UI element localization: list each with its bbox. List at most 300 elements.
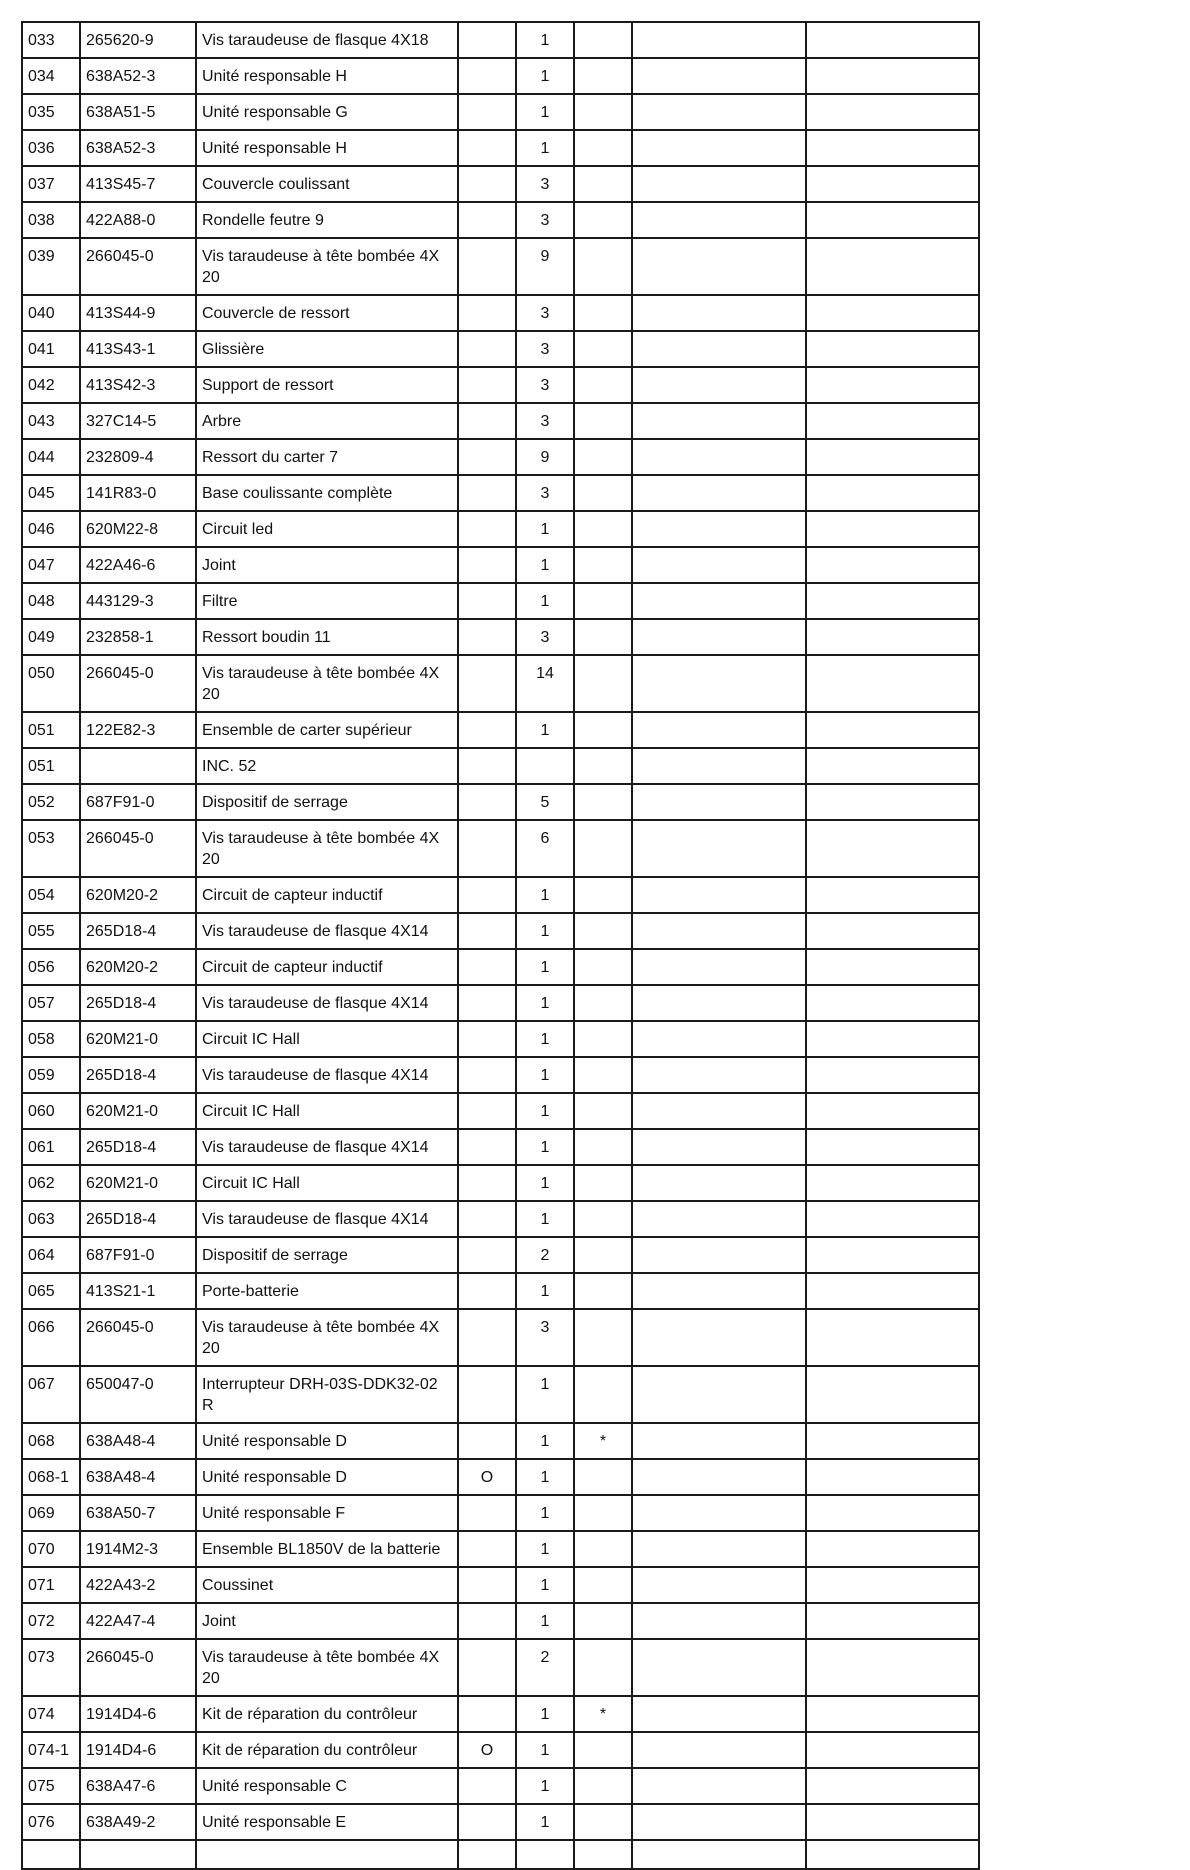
- note-mark-cell: [574, 913, 632, 949]
- blank-cell: [632, 202, 806, 238]
- description-cell: Ressort du carter 7: [196, 439, 458, 475]
- blank-cell: [806, 547, 979, 583]
- quantity-cell: 3: [516, 331, 574, 367]
- blank-cell: [632, 1567, 806, 1603]
- description-cell: Vis taraudeuse de flasque 4X14: [196, 1057, 458, 1093]
- part-reference-cell: 413S43-1: [80, 331, 196, 367]
- option-cell: O: [458, 1732, 516, 1768]
- blank-cell: [806, 655, 979, 712]
- table-row: [22, 655, 979, 712]
- blank-cell: [806, 1057, 979, 1093]
- quantity-cell: 1: [516, 712, 574, 748]
- item-number-cell: 059: [22, 1057, 80, 1093]
- item-number-cell: 043: [22, 403, 80, 439]
- part-reference-cell: 422A46-6: [80, 547, 196, 583]
- blank-cell: [806, 1696, 979, 1732]
- blank-cell: [516, 1840, 574, 1869]
- description-cell: Unité responsable C: [196, 1768, 458, 1804]
- part-reference-cell: 1914M2-3: [80, 1531, 196, 1567]
- note-mark-cell: [574, 1768, 632, 1804]
- blank-cell: [632, 1804, 806, 1840]
- blank-cell: [632, 1021, 806, 1057]
- item-number-cell: 051: [22, 712, 80, 748]
- description-cell: Dispositif de serrage: [196, 784, 458, 820]
- option-cell: [458, 1273, 516, 1309]
- blank-cell: [632, 1495, 806, 1531]
- blank-cell: [806, 985, 979, 1021]
- blank-cell: [632, 784, 806, 820]
- blank-cell: [806, 1603, 979, 1639]
- description-cell: Joint: [196, 1603, 458, 1639]
- note-mark-cell: [574, 748, 632, 784]
- blank-cell: [806, 58, 979, 94]
- description-cell: Couvercle de ressort: [196, 295, 458, 331]
- option-cell: [458, 712, 516, 748]
- option-cell: [458, 820, 516, 877]
- part-reference-cell: 638A48-4: [80, 1459, 196, 1495]
- option-cell: [458, 403, 516, 439]
- option-cell: [458, 1093, 516, 1129]
- note-mark-cell: [574, 1366, 632, 1423]
- table-row: [22, 166, 979, 202]
- part-reference-cell: 620M20-2: [80, 877, 196, 913]
- note-mark-cell: [574, 547, 632, 583]
- note-mark-cell: [574, 1459, 632, 1495]
- blank-cell: [632, 166, 806, 202]
- table-row: [22, 913, 979, 949]
- blank-cell: [632, 712, 806, 748]
- option-cell: [458, 784, 516, 820]
- description-cell: Porte-batterie: [196, 1273, 458, 1309]
- description-cell: Coussinet: [196, 1567, 458, 1603]
- item-number-cell: 068: [22, 1423, 80, 1459]
- part-reference-cell: 638A47-6: [80, 1768, 196, 1804]
- part-reference-cell: 266045-0: [80, 1639, 196, 1696]
- option-cell: [458, 1768, 516, 1804]
- blank-cell: [806, 1309, 979, 1366]
- note-mark-cell: [574, 130, 632, 166]
- item-number-cell: 051: [22, 748, 80, 784]
- quantity-cell: 3: [516, 295, 574, 331]
- part-reference-cell: 638A50-7: [80, 1495, 196, 1531]
- quantity-cell: 1: [516, 949, 574, 985]
- quantity-cell: 1: [516, 913, 574, 949]
- table-row: [22, 1129, 979, 1165]
- option-cell: [458, 1021, 516, 1057]
- quantity-cell: 1: [516, 511, 574, 547]
- table-row: [22, 748, 979, 784]
- note-mark-cell: [574, 1057, 632, 1093]
- blank-cell: [632, 94, 806, 130]
- blank-cell: [458, 1840, 516, 1869]
- part-reference-cell: 266045-0: [80, 238, 196, 295]
- table-row: [22, 820, 979, 877]
- blank-cell: [806, 1201, 979, 1237]
- blank-cell: [632, 475, 806, 511]
- option-cell: [458, 58, 516, 94]
- blank-cell: [632, 1423, 806, 1459]
- item-number-cell: 039: [22, 238, 80, 295]
- option-cell: [458, 202, 516, 238]
- description-cell: Unité responsable H: [196, 58, 458, 94]
- table-row: [22, 1603, 979, 1639]
- note-mark-cell: [574, 475, 632, 511]
- item-number-cell: 052: [22, 784, 80, 820]
- note-mark-cell: [574, 949, 632, 985]
- table-row: [22, 712, 979, 748]
- item-number-cell: 035: [22, 94, 80, 130]
- option-cell: [458, 22, 516, 58]
- item-number-cell: 065: [22, 1273, 80, 1309]
- option-cell: [458, 1639, 516, 1696]
- blank-cell: [806, 1531, 979, 1567]
- note-mark-cell: [574, 1603, 632, 1639]
- part-reference-cell: 232858-1: [80, 619, 196, 655]
- option-cell: [458, 1804, 516, 1840]
- quantity-cell: 1: [516, 1423, 574, 1459]
- quantity-cell: 1: [516, 1768, 574, 1804]
- part-reference-cell: 687F91-0: [80, 1237, 196, 1273]
- part-reference-cell: 422A88-0: [80, 202, 196, 238]
- description-cell: Circuit led: [196, 511, 458, 547]
- note-mark-cell: [574, 820, 632, 877]
- part-reference-cell: 232809-4: [80, 439, 196, 475]
- quantity-cell: 1: [516, 58, 574, 94]
- item-number-cell: 040: [22, 295, 80, 331]
- blank-cell: [574, 1840, 632, 1869]
- note-mark-cell: [574, 511, 632, 547]
- blank-cell: [806, 94, 979, 130]
- part-reference-cell: 620M21-0: [80, 1165, 196, 1201]
- blank-cell: [806, 1093, 979, 1129]
- part-reference-cell: 413S44-9: [80, 295, 196, 331]
- note-mark-cell: [574, 1639, 632, 1696]
- table-row: [22, 1639, 979, 1696]
- note-mark-cell: [574, 94, 632, 130]
- blank-cell: [632, 22, 806, 58]
- part-reference-cell: 687F91-0: [80, 784, 196, 820]
- item-number-cell: 041: [22, 331, 80, 367]
- table-row: [22, 949, 979, 985]
- description-cell: Vis taraudeuse à tête bombée 4X 20: [196, 238, 458, 295]
- part-reference-cell: 265D18-4: [80, 985, 196, 1021]
- blank-cell: [22, 1840, 80, 1869]
- blank-cell: [632, 58, 806, 94]
- quantity-cell: 1: [516, 1165, 574, 1201]
- table-row: [22, 1021, 979, 1057]
- description-cell: Joint: [196, 547, 458, 583]
- part-reference-cell: 265D18-4: [80, 913, 196, 949]
- blank-cell: [632, 1165, 806, 1201]
- parts-table-body: [22, 22, 979, 1869]
- item-number-cell: 038: [22, 202, 80, 238]
- item-number-cell: 047: [22, 547, 80, 583]
- part-reference-cell: 413S45-7: [80, 166, 196, 202]
- table-row: [22, 877, 979, 913]
- part-reference-cell: 620M21-0: [80, 1021, 196, 1057]
- blank-cell: [806, 166, 979, 202]
- table-row: [22, 475, 979, 511]
- option-cell: [458, 1165, 516, 1201]
- quantity-cell: 1: [516, 1273, 574, 1309]
- note-mark-cell: [574, 712, 632, 748]
- table-row: [22, 1093, 979, 1129]
- item-number-cell: 056: [22, 949, 80, 985]
- description-cell: Vis taraudeuse à tête bombée 4X 20: [196, 655, 458, 712]
- blank-cell: [806, 1804, 979, 1840]
- table-row: [22, 547, 979, 583]
- description-cell: Circuit IC Hall: [196, 1165, 458, 1201]
- option-cell: [458, 1495, 516, 1531]
- blank-cell: [632, 1840, 806, 1869]
- option-cell: [458, 511, 516, 547]
- part-reference-cell: 265D18-4: [80, 1129, 196, 1165]
- quantity-cell: 1: [516, 985, 574, 1021]
- blank-cell: [806, 1567, 979, 1603]
- item-number-cell: 060: [22, 1093, 80, 1129]
- blank-cell: [806, 583, 979, 619]
- quantity-cell: 1: [516, 1567, 574, 1603]
- part-reference-cell: 638A51-5: [80, 94, 196, 130]
- item-number-cell: 061: [22, 1129, 80, 1165]
- blank-cell: [806, 1840, 979, 1869]
- blank-cell: [806, 238, 979, 295]
- item-number-cell: 044: [22, 439, 80, 475]
- blank-cell: [806, 1237, 979, 1273]
- description-cell: Unité responsable H: [196, 130, 458, 166]
- item-number-cell: 036: [22, 130, 80, 166]
- note-mark-cell: [574, 439, 632, 475]
- table-row: [22, 1273, 979, 1309]
- description-cell: Rondelle feutre 9: [196, 202, 458, 238]
- note-mark-cell: [574, 583, 632, 619]
- part-reference-cell: 422A43-2: [80, 1567, 196, 1603]
- item-number-cell: 053: [22, 820, 80, 877]
- option-cell: [458, 1309, 516, 1366]
- table-row: [22, 94, 979, 130]
- table-row: [22, 238, 979, 295]
- option-cell: [458, 949, 516, 985]
- note-mark-cell: [574, 655, 632, 712]
- table-row: [22, 1768, 979, 1804]
- item-number-cell: 071: [22, 1567, 80, 1603]
- note-mark-cell: [574, 1165, 632, 1201]
- quantity-cell: 1: [516, 1531, 574, 1567]
- table-row: [22, 22, 979, 58]
- blank-cell: [806, 1021, 979, 1057]
- quantity-cell: 3: [516, 367, 574, 403]
- item-number-cell: 057: [22, 985, 80, 1021]
- note-mark-cell: [574, 985, 632, 1021]
- description-cell: Vis taraudeuse de flasque 4X18: [196, 22, 458, 58]
- note-mark-cell: [574, 1237, 632, 1273]
- blank-cell: [632, 1201, 806, 1237]
- blank-cell: [806, 712, 979, 748]
- blank-cell: [632, 1768, 806, 1804]
- quantity-cell: 9: [516, 238, 574, 295]
- item-number-cell: 034: [22, 58, 80, 94]
- description-cell: Filtre: [196, 583, 458, 619]
- option-cell: [458, 130, 516, 166]
- option-cell: [458, 1567, 516, 1603]
- quantity-cell: 1: [516, 877, 574, 913]
- blank-cell: [632, 913, 806, 949]
- blank-cell: [632, 820, 806, 877]
- blank-cell: [632, 295, 806, 331]
- part-reference-cell: 327C14-5: [80, 403, 196, 439]
- blank-cell: [632, 655, 806, 712]
- blank-cell: [806, 367, 979, 403]
- blank-cell: [806, 1732, 979, 1768]
- option-cell: [458, 1696, 516, 1732]
- blank-cell: [632, 130, 806, 166]
- blank-cell: [632, 367, 806, 403]
- note-mark-cell: [574, 58, 632, 94]
- quantity-cell: 1: [516, 1495, 574, 1531]
- note-mark-cell: *: [574, 1696, 632, 1732]
- note-mark-cell: [574, 619, 632, 655]
- quantity-cell: 1: [516, 547, 574, 583]
- item-number-cell: 064: [22, 1237, 80, 1273]
- item-number-cell: 074-1: [22, 1732, 80, 1768]
- note-mark-cell: [574, 238, 632, 295]
- blank-cell: [806, 1768, 979, 1804]
- blank-cell: [806, 475, 979, 511]
- description-cell: Vis taraudeuse de flasque 4X14: [196, 1129, 458, 1165]
- description-cell: Circuit de capteur inductif: [196, 877, 458, 913]
- quantity-cell: 1: [516, 130, 574, 166]
- description-cell: Base coulissante complète: [196, 475, 458, 511]
- quantity-cell: 3: [516, 475, 574, 511]
- note-mark-cell: [574, 295, 632, 331]
- blank-cell: [632, 511, 806, 547]
- note-mark-cell: [574, 166, 632, 202]
- quantity-cell: 1: [516, 1093, 574, 1129]
- blank-cell: [806, 511, 979, 547]
- blank-cell: [806, 1366, 979, 1423]
- part-reference-cell: 265620-9: [80, 22, 196, 58]
- part-reference-cell: 1914D4-6: [80, 1696, 196, 1732]
- option-cell: [458, 367, 516, 403]
- blank-cell: [632, 949, 806, 985]
- option-cell: [458, 1423, 516, 1459]
- part-reference-cell: [80, 748, 196, 784]
- item-number-cell: 033: [22, 22, 80, 58]
- part-reference-cell: 266045-0: [80, 1309, 196, 1366]
- description-cell: Kit de réparation du contrôleur: [196, 1696, 458, 1732]
- quantity-cell: 1: [516, 1366, 574, 1423]
- item-number-cell: 070: [22, 1531, 80, 1567]
- blank-cell: [632, 1273, 806, 1309]
- blank-cell: [806, 949, 979, 985]
- part-reference-cell: 265D18-4: [80, 1057, 196, 1093]
- blank-cell: [806, 877, 979, 913]
- option-cell: [458, 439, 516, 475]
- item-number-cell: 074: [22, 1696, 80, 1732]
- blank-cell: [632, 748, 806, 784]
- blank-cell: [632, 1093, 806, 1129]
- quantity-cell: 2: [516, 1237, 574, 1273]
- blank-cell: [806, 784, 979, 820]
- table-row: [22, 439, 979, 475]
- quantity-cell: [516, 748, 574, 784]
- description-cell: Support de ressort: [196, 367, 458, 403]
- table-row: [22, 1495, 979, 1531]
- blank-cell: [632, 1366, 806, 1423]
- note-mark-cell: [574, 1129, 632, 1165]
- note-mark-cell: [574, 1201, 632, 1237]
- item-number-cell: 076: [22, 1804, 80, 1840]
- item-number-cell: 069: [22, 1495, 80, 1531]
- blank-cell: [632, 1531, 806, 1567]
- item-number-cell: 042: [22, 367, 80, 403]
- table-row: [22, 1696, 979, 1732]
- option-cell: [458, 1237, 516, 1273]
- quantity-cell: 6: [516, 820, 574, 877]
- item-number-cell: 075: [22, 1768, 80, 1804]
- description-cell: Unité responsable D: [196, 1423, 458, 1459]
- quantity-cell: 1: [516, 1696, 574, 1732]
- table-row: [22, 511, 979, 547]
- blank-cell: [806, 1165, 979, 1201]
- blank-cell: [806, 331, 979, 367]
- description-cell: Vis taraudeuse à tête bombée 4X 20: [196, 1309, 458, 1366]
- item-number-cell: 046: [22, 511, 80, 547]
- part-reference-cell: 650047-0: [80, 1366, 196, 1423]
- note-mark-cell: [574, 1732, 632, 1768]
- quantity-cell: 14: [516, 655, 574, 712]
- part-reference-cell: 620M21-0: [80, 1093, 196, 1129]
- quantity-cell: 1: [516, 1732, 574, 1768]
- item-number-cell: 066: [22, 1309, 80, 1366]
- note-mark-cell: [574, 1567, 632, 1603]
- item-number-cell: 050: [22, 655, 80, 712]
- table-row: [22, 367, 979, 403]
- quantity-cell: 5: [516, 784, 574, 820]
- part-reference-cell: 638A52-3: [80, 130, 196, 166]
- option-cell: [458, 985, 516, 1021]
- table-row: [22, 1840, 979, 1869]
- item-number-cell: 072: [22, 1603, 80, 1639]
- description-cell: Vis taraudeuse de flasque 4X14: [196, 985, 458, 1021]
- option-cell: [458, 475, 516, 511]
- table-row: [22, 1459, 979, 1495]
- blank-cell: [632, 1459, 806, 1495]
- description-cell: Circuit IC Hall: [196, 1021, 458, 1057]
- note-mark-cell: [574, 1804, 632, 1840]
- quantity-cell: 3: [516, 1309, 574, 1366]
- table-row: [22, 403, 979, 439]
- option-cell: [458, 1603, 516, 1639]
- part-reference-cell: 1914D4-6: [80, 1732, 196, 1768]
- description-cell: Ressort boudin 11: [196, 619, 458, 655]
- table-row: [22, 1165, 979, 1201]
- description-cell: INC. 52: [196, 748, 458, 784]
- description-cell: Arbre: [196, 403, 458, 439]
- blank-cell: [806, 1423, 979, 1459]
- blank-cell: [80, 1840, 196, 1869]
- description-cell: Circuit IC Hall: [196, 1093, 458, 1129]
- blank-cell: [806, 403, 979, 439]
- blank-cell: [632, 403, 806, 439]
- description-cell: Unité responsable E: [196, 1804, 458, 1840]
- part-reference-cell: 620M20-2: [80, 949, 196, 985]
- note-mark-cell: [574, 784, 632, 820]
- quantity-cell: 3: [516, 403, 574, 439]
- blank-cell: [806, 820, 979, 877]
- blank-cell: [806, 1273, 979, 1309]
- blank-cell: [632, 877, 806, 913]
